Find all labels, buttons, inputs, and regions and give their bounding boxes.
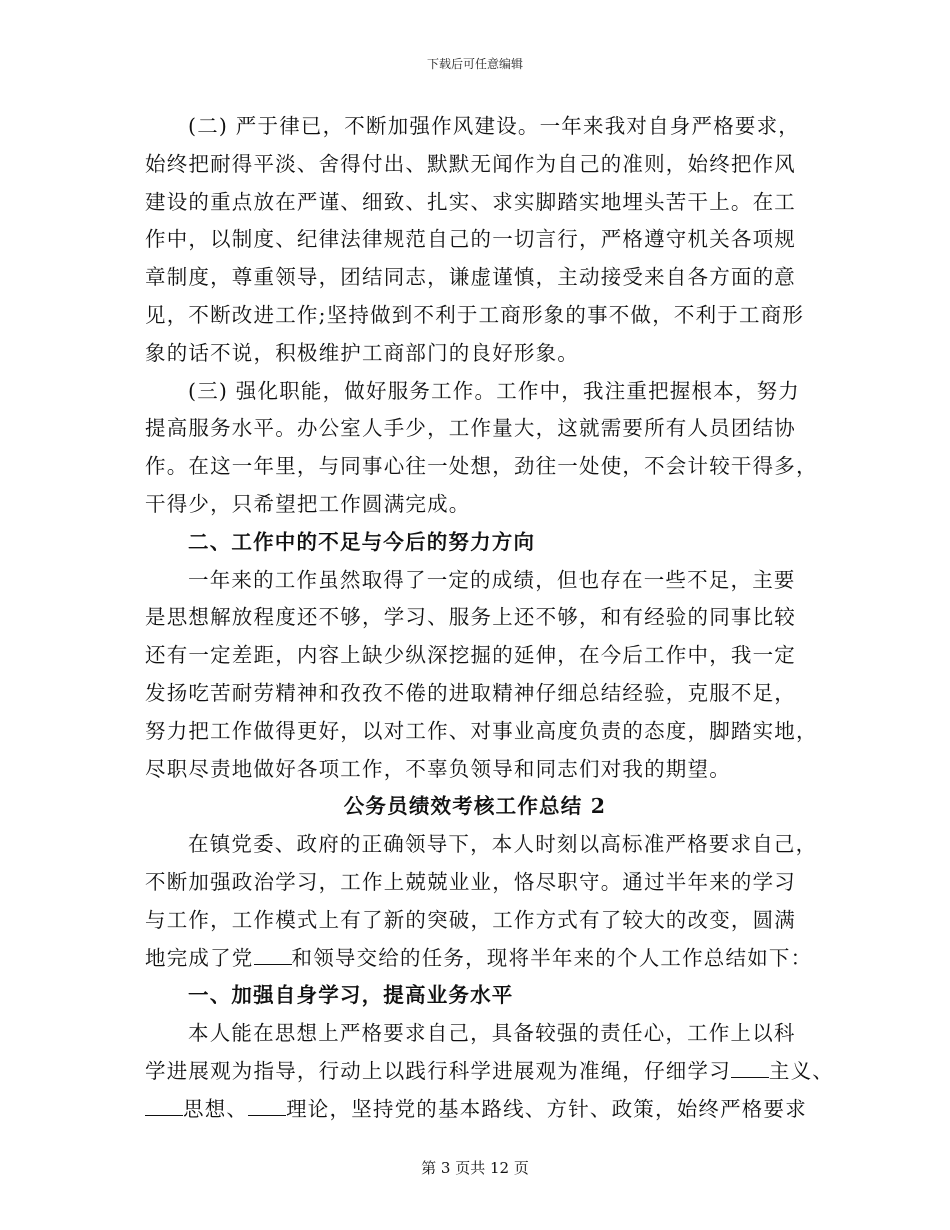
blank-underline bbox=[145, 1097, 183, 1116]
document-title: 公务员绩效考核工作总结 2 bbox=[343, 794, 607, 819]
paragraph-line: 尽职尽责地做好各项工作，不辜负领导和同志们对我的期望。 bbox=[145, 756, 731, 781]
paragraph-line bbox=[145, 1053, 835, 1091]
paragraph-line: 作中，以制度、纪律法律规范自己的一切言行，严格遵守机关各项规 bbox=[145, 227, 796, 252]
blank-underline bbox=[254, 946, 292, 965]
paragraph-line: 与工作，工作模式上有了新的突破，工作方式有了较大的改变，圆满 bbox=[145, 907, 796, 932]
paragraph-line: 本人能在思想上严格要求自己，具备较强的责任心，工作上以科 bbox=[188, 1021, 796, 1046]
page-header: 下载后可任意编辑 bbox=[426, 57, 523, 71]
paragraph-line: 一年来的工作虽然取得了一定的成绩，但也存在一些不足，主要 bbox=[188, 567, 796, 592]
paragraph-line: (二) 严于律已，不断加强作风建设。一年来我对自身严格要求， bbox=[188, 114, 801, 138]
text-segment: 地完成了党 bbox=[145, 945, 254, 970]
section-heading: 一、加强自身学习，提高业务水平 bbox=[188, 983, 514, 1008]
paragraph-line: 干得少，只希望把工作圆满完成。 bbox=[145, 491, 471, 516]
paragraph-line: 见，不断改进工作;坚持做到不利于工商形象的事不做，不利于工商形 bbox=[145, 302, 805, 327]
text-segment: 理论，坚持党的基本路线、方针、政策，始终严格要求 bbox=[286, 1096, 807, 1121]
paragraph-line: 在镇党委、政府的正确领导下，本人时刻以高标准严格要求自己， bbox=[188, 832, 818, 857]
paragraph-line: 建设的重点放在严谨、细致、扎实、求实脚踏实地埋头苦干上。在工 bbox=[145, 189, 796, 214]
page-number: 第 3 页共 12 页 bbox=[421, 1159, 529, 1177]
paragraph-line: 作。在这一年里，与同事心往一处想，劲往一处使，不会计较干得多， bbox=[145, 454, 818, 479]
paragraph-line: 还有一定差距，内容上缺少纵深挖掘的延伸，在今后工作中，我一定 bbox=[145, 643, 796, 668]
blank-underline bbox=[248, 1097, 286, 1116]
text-segment: 和领导交给的任务，现将半年来的个人工作总结如下： bbox=[291, 945, 813, 970]
paragraph-line: 提高服务水平。办公室人手少，工作量大，这就需要所有人员团结协 bbox=[145, 416, 796, 441]
text-segment: 主义、 bbox=[768, 1058, 835, 1083]
paragraph-line bbox=[145, 940, 813, 978]
text-segment: 学进展观为指导，行动上以践行科学进展观为准绳，仔细学习 bbox=[145, 1058, 731, 1083]
paragraph-line: 象的话不说，积极维护工商部门的良好形象。 bbox=[145, 340, 579, 365]
document-body bbox=[145, 108, 835, 1129]
blank-underline bbox=[731, 1059, 769, 1078]
paragraph-line bbox=[145, 1091, 805, 1129]
paragraph-line: 始终把耐得平淡、舍得付出、默默无闻作为自己的准则，始终把作风 bbox=[145, 151, 796, 176]
paragraph-line: 不断加强政治学习，工作上兢兢业业，恪尽职守。通过半年来的学习 bbox=[145, 869, 796, 894]
text-segment: 思想、 bbox=[183, 1096, 249, 1121]
paragraph-line: 发扬吃苦耐劳精神和孜孜不倦的进取精神仔细总结经验，克服不足， bbox=[145, 680, 796, 705]
paragraph-line: 是思想解放程度还不够，学习、服务上还不够，和有经验的同事比较 bbox=[145, 605, 796, 630]
paragraph-line: 努力把工作做得更好，以对工作、对事业高度负责的态度，脚踏实地， bbox=[145, 718, 818, 743]
paragraph-line: (三) 强化职能，做好服务工作。工作中，我注重把握根本，努力 bbox=[188, 378, 801, 403]
section-heading: 二、工作中的不足与今后的努力方向 bbox=[188, 529, 536, 554]
paragraph-line: 章制度，尊重领导，团结同志，谦虚谨慎，主动接受来自各方面的意 bbox=[145, 265, 796, 290]
